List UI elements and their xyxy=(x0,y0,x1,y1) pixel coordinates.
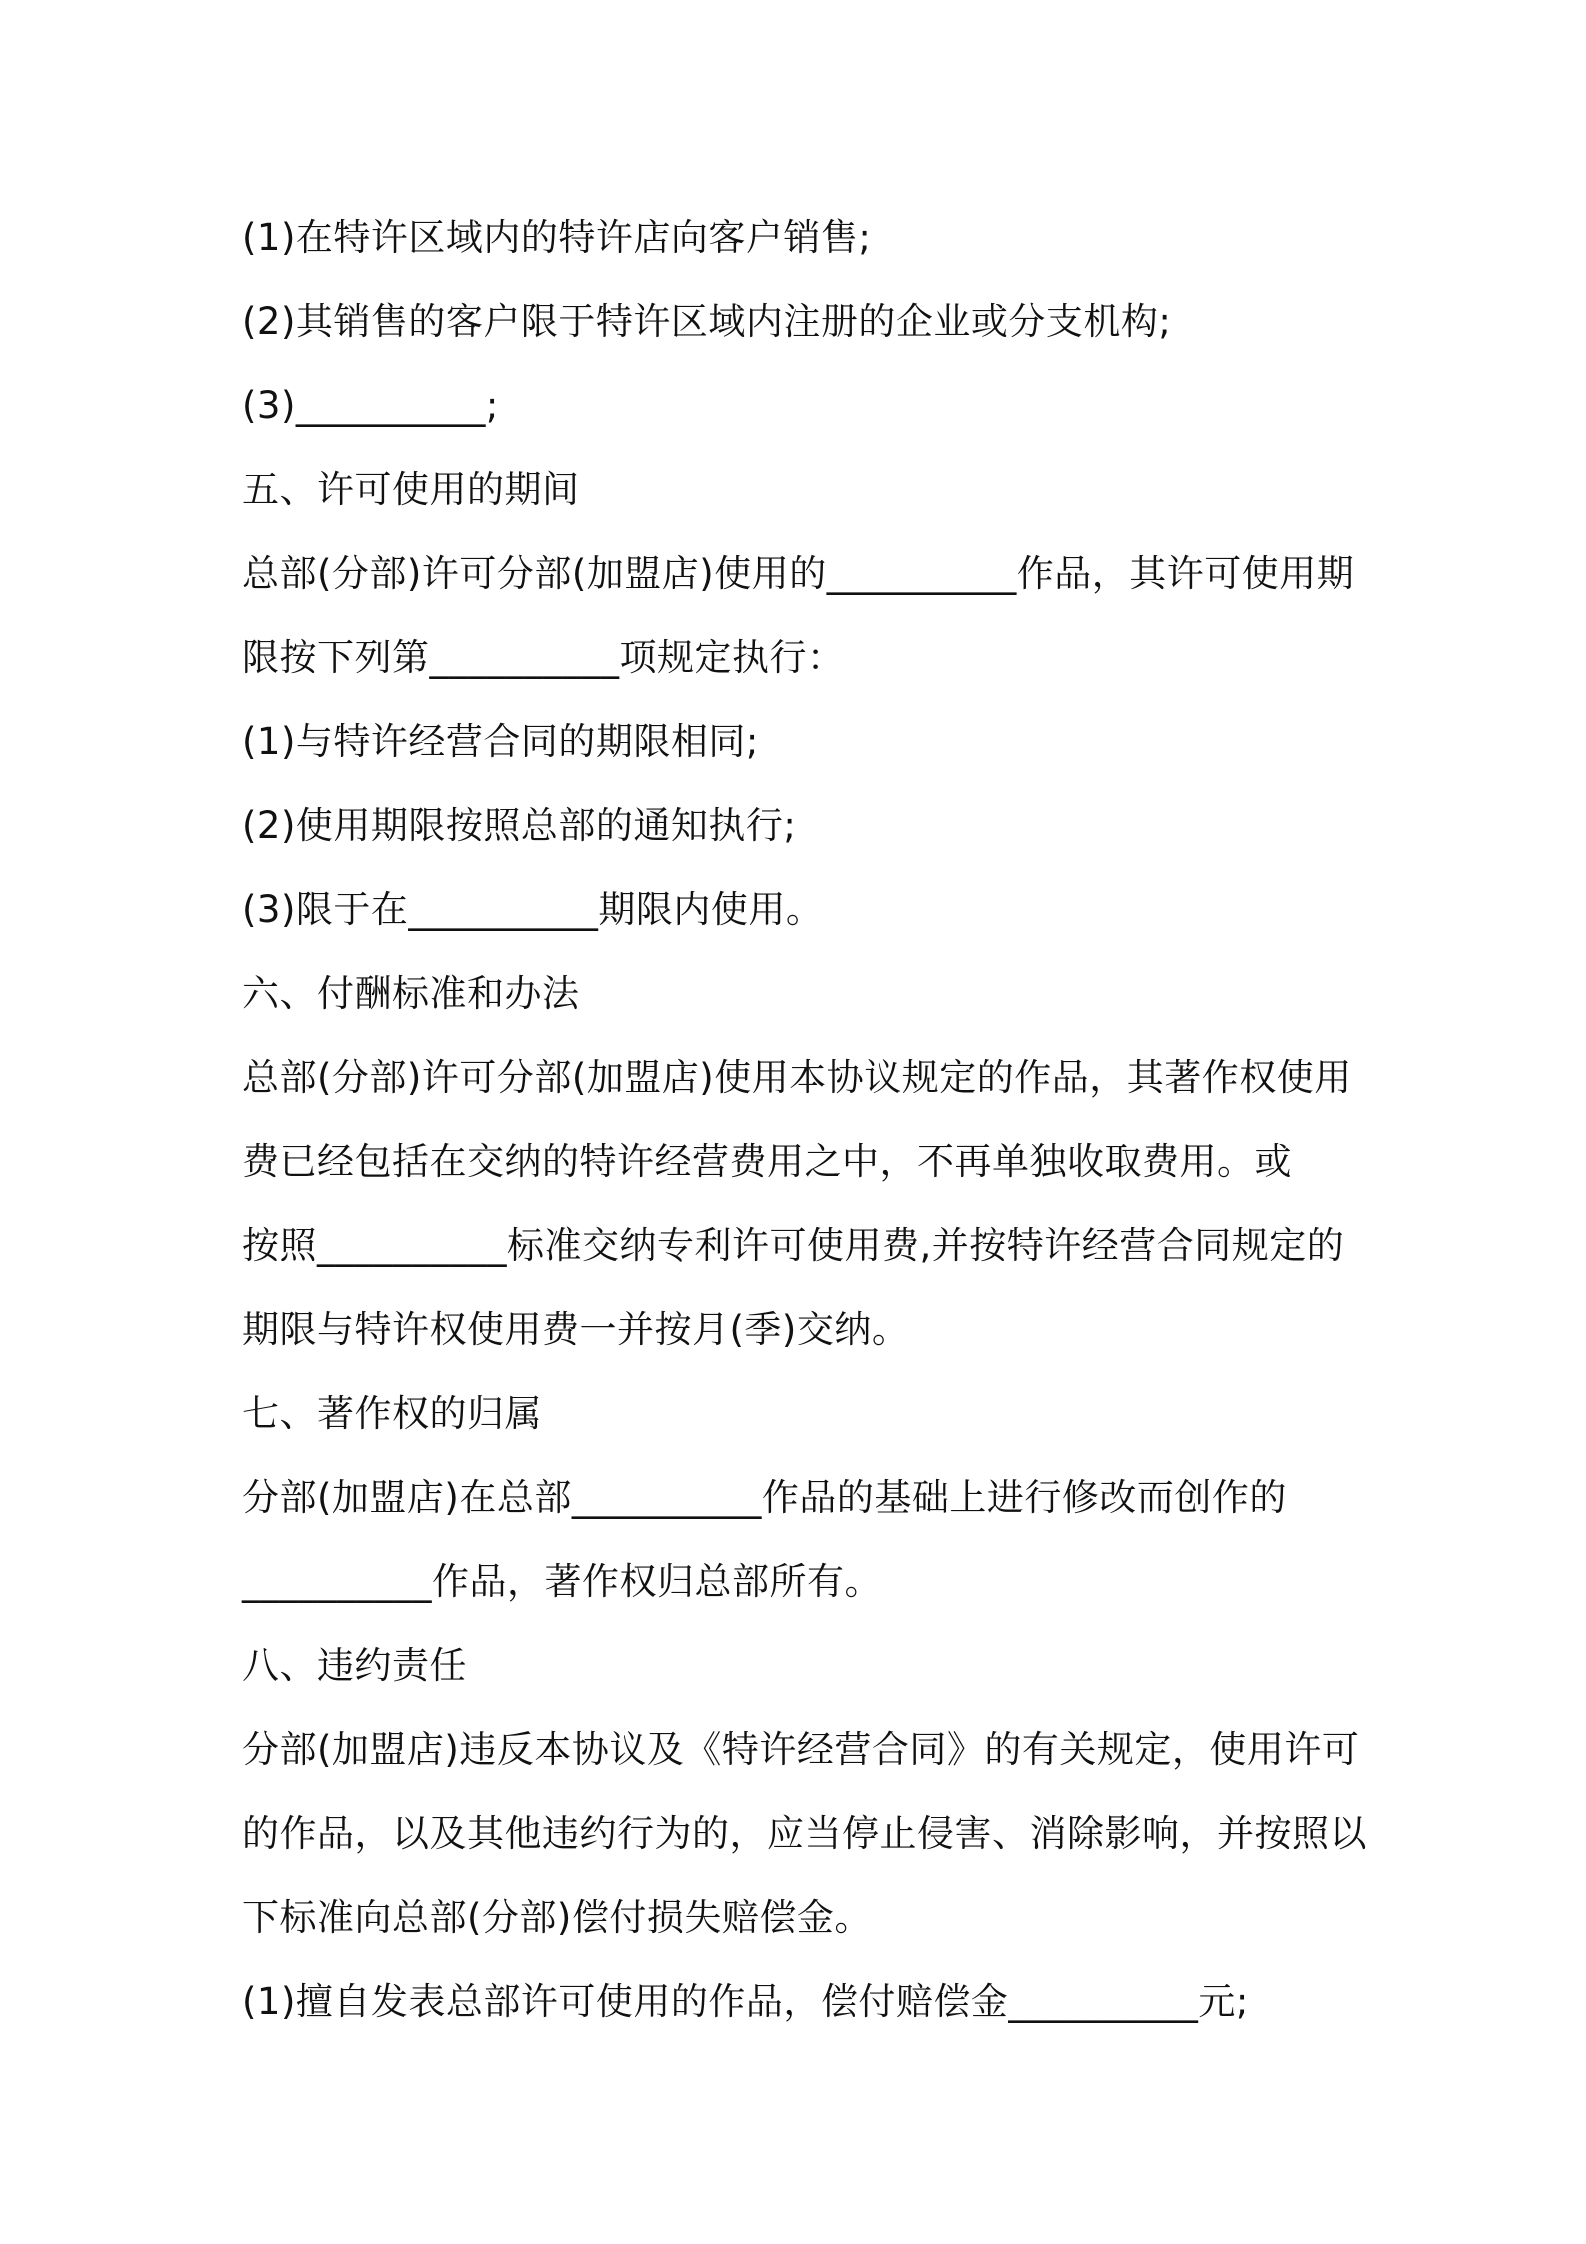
section-heading: 五、许可使用的期间 xyxy=(242,468,580,511)
section-heading: 八、违约责任 xyxy=(242,1644,467,1687)
list-item: (1)与特许经营合同的期限相同; xyxy=(242,720,759,763)
paragraph-line: 限按下列第__________项规定执行： xyxy=(242,636,845,679)
list-item: (1)擅自发表总部许可使用的作品，偿付赔偿金__________元; xyxy=(242,1980,1249,2023)
paragraph-line: 分部(加盟店)在总部__________作品的基础上进行修改而创作的 xyxy=(242,1476,1287,1519)
list-item: (3)__________; xyxy=(242,384,499,427)
paragraph-line: 费已经包括在交纳的特许经营费用之中，不再单独收取费用。或 xyxy=(242,1140,1292,1183)
paragraph-line: __________作品，著作权归总部所有。 xyxy=(242,1560,882,1603)
section-heading: 七、著作权的归属 xyxy=(242,1392,542,1435)
paragraph-line: 分部(加盟店)违反本协议及《特许经营合同》的有关规定，使用许可 xyxy=(242,1728,1360,1771)
paragraph-line: 按照__________标准交纳专利许可使用费,并按特许经营合同规定的 xyxy=(242,1224,1345,1267)
list-item: (3)限于在__________期限内使用。 xyxy=(242,888,824,931)
list-item: (2)其销售的客户限于特许区域内注册的企业或分支机构; xyxy=(242,300,1172,343)
paragraph-line: 总部(分部)许可分部(加盟店)使用本协议规定的作品，其著作权使用 xyxy=(242,1056,1352,1099)
section-heading: 六、付酬标准和办法 xyxy=(242,972,580,1015)
paragraph-line: 期限与特许权使用费一并按月(季)交纳。 xyxy=(242,1308,910,1351)
paragraph-line: 总部(分部)许可分部(加盟店)使用的__________作品，其许可使用期 xyxy=(242,552,1355,595)
paragraph-line: 的作品，以及其他违约行为的，应当停止侵害、消除影响，并按照以 xyxy=(242,1812,1367,1855)
list-item: (1)在特许区域内的特许店向客户销售; xyxy=(242,216,872,259)
document-page xyxy=(242,196,1367,2044)
list-item: (2)使用期限按照总部的通知执行; xyxy=(242,804,797,847)
paragraph-line: 下标准向总部(分部)偿付损失赔偿金。 xyxy=(242,1896,872,1939)
